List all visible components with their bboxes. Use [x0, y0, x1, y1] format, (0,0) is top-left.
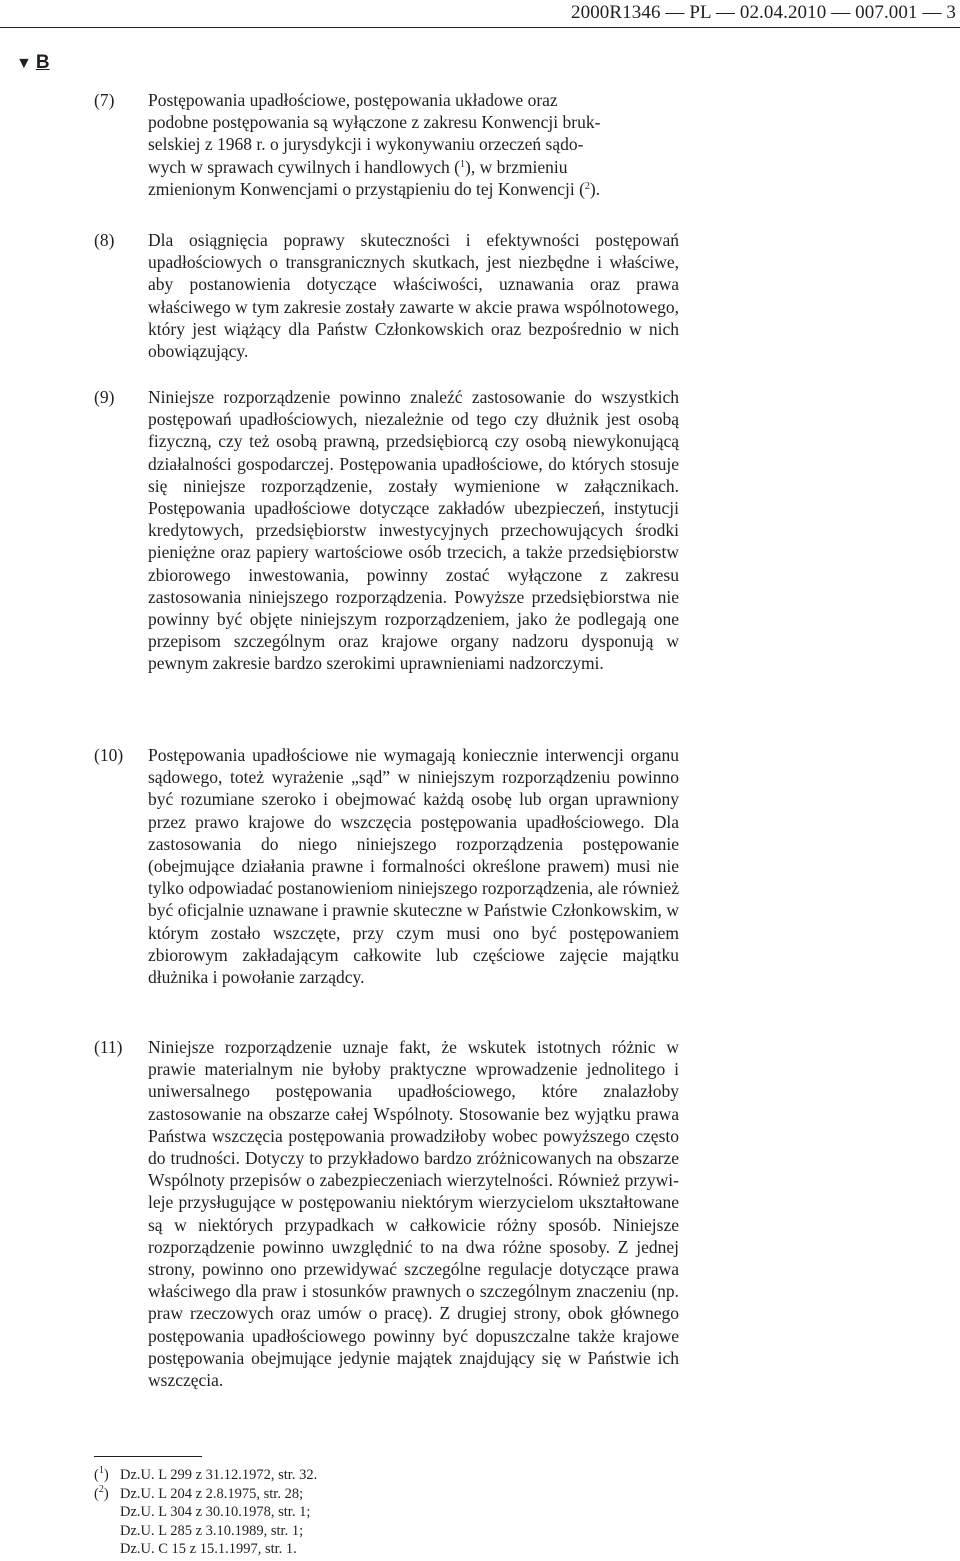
footnote-text: Dz.U. L 299 z 31.12.1972, str. 32. [120, 1467, 318, 1483]
recital-text: Postępowania upadłościowe nie wymagają koniecznie interwencji organu sądowego, toteż wyrażenie „sąd” w niniejszym rozporządzeniu powinno być rozumiane szeroko i obejmować każdą osobę lub organ uprawniony przez prawo krajowe do wszczęcia postępowania upadłościowego. Dla zastosowania do niego niniejszego rozporządzenia postępowanie (obejmujące działania prawne i formalności określone prawem) musi nie tylko odpowiadać postanowieniom niniejszego rozporządzenia, ale również być oficjalnie uznawane i prawnie skuteczne w Państwie Członkowskim, w którym zostało wszczęte, przy czym musi ono być postępowaniem zbiorowym zakładającym całkowite lub częściowe zajęcie majątku dłużnika i powołanie zarządcy. [148, 745, 679, 988]
triangle-down-icon: ▼ [16, 55, 32, 72]
footnote-text: Dz.U. L 204 z 2.8.1975, str. 28; [120, 1485, 304, 1502]
recital-line: Postępowania upadłościowe, postępowania układowe oraz [148, 90, 558, 110]
recital-number: (10) [94, 745, 124, 765]
footnote-number: 2 [98, 1483, 104, 1495]
footnote-text: Dz.U. L 304 z 30.10.1978, str. 1; [120, 1504, 311, 1521]
running-header: 2000R1346 — PL — 02.04.2010 — 007.001 — 3 [571, 2, 956, 23]
amendment-marker[interactable] [16, 52, 50, 75]
recital-line-part: ). [589, 178, 601, 199]
recital-line-part: wych w sprawach cywilnych i handlowych ( [148, 156, 460, 177]
footnotes [0, 1466, 960, 1559]
footnote-2-continuation [0, 1540, 960, 1559]
recital-line [148, 178, 679, 200]
footnote-number: 1 [98, 1465, 104, 1476]
recital-line: podobne postępowania są wyłączone z zakresu Konwencji bruk- [148, 112, 601, 133]
recital-line-part: ), w brzmieniu [465, 156, 568, 177]
amendment-marker-letter: B [35, 52, 50, 73]
footnote-marker [94, 1485, 109, 1504]
recital-text [148, 89, 679, 200]
recital-line: selskiej z 1968 r. o jurysdykcji i wykonywaniu orzeczeń sądo- [148, 134, 584, 155]
recital-text: Dla osiągnięcia poprawy skuteczności i efektywności postępowań upadłościowych o transgranicznych skutkach, jest niezbędne i właściwe, aby postanowienia dotyczące właściwości, uznawania oraz prawa właściwego w tym zakresie zostały zawarte w akcie prawa wspólnotowego, który jest wiążący dla Państw Członkowskich oraz bezpośrednio w nich obowiązujący. [148, 230, 679, 362]
footnote-reference[interactable]: 2 [584, 180, 590, 192]
recital-number: (9) [94, 387, 115, 407]
footnote-2-continuation [0, 1503, 960, 1522]
header-divider [0, 27, 960, 28]
recital-number: (11) [94, 1037, 123, 1057]
footnote-paren: ( [94, 1467, 99, 1483]
recital-text: Niniejsze rozporządzenie uznaje fakt, że wskutek istotnych różnic w prawie materialnym nie byłoby praktyczne wprowadzenie jednolitego i uniwersalnego postępowania upadłościowego, które znalazłoby zastosowanie na obszarze całej Wspólnoty. Stosowanie bez wyjątku prawa Państwa wszczęcia postępowania prowadziłoby wobec powyższego często do trudności. Dotyczy to przykładowo bardzo zróżnicowanych na obszarze Wspólnoty przepisów o zabezpieczeniach wierzytelności. Również przywileje przysługujące w postępowaniu niektórym wierzycielom ukształtowane są w niektórych przypadkach w całkowicie różny sposób. Niniejsze rozporządzenie powinno uwzględnić to na dwa różne sposoby. Z jednej strony, powinno ono przewidywać szczególne regulacje dotyczące prawa właściwego dla praw i stosunków prawnych o szczególnym znaczeniu (np. praw rzeczowych oraz umów o pracę). Z drugiej strony, obok głównego postępowania upadłościowego powinny być dopuszczalne także krajowe postępowania obejmujące jedynie majątek znajdujący się w Państwie ich wszczęcia. [148, 1037, 679, 1391]
footnote-1 [0, 1466, 960, 1485]
recital-text: Niniejsze rozporządzenie powinno znaleźć zastosowanie do wszystkich postępowań upadłościowych, niezależnie od tego czy dłużnik jest osobą fizyczną, czy też osobą prawną, przedsiębiorcą czy osobą niewykonującą działalności gospodarczej. Postępowania upadłościowe, do których stosuje się niniejsze rozporządzenie, zostały wymienione w załącznikach. Postępowania upadłościowe dotyczące zakładów ubezpieczeń, instytucji kredytowych, przedsiębiorstw inwestycyjnych przechowujących środki pieniężne oraz papiery wartościowe osób trzecich, a także przedsiębiorstw zbiorowego inwestowania, powinny zostać wyłączone z zakresu zastosowania niniejszego rozporządzenia. Powyższe przedsiębiorstwa nie powinny być objęte niniejszym rozporządzeniem, jako że podlegają one przepisom szczególnym oraz krajowe organy nadzoru dysponują w pewnym zakresie bardzo szerokimi uprawnieniami nadzorczymi. [148, 387, 679, 674]
recital-line-part: zmienionym Konwencjami o przystąpieniu do tej Konwencji ( [148, 178, 585, 199]
footnote-2-continuation [0, 1522, 960, 1541]
footnote-paren: ) [103, 1467, 109, 1483]
footnote-2 [0, 1485, 960, 1504]
recital-number: (8) [94, 230, 115, 250]
footnote-text: Dz.U. C 15 z 15.1.1997, str. 1. [120, 1541, 297, 1558]
recital-number: (7) [94, 90, 115, 110]
recital-line [148, 156, 679, 178]
footnote-paren: ( [94, 1485, 99, 1502]
footnote-reference[interactable]: 1 [460, 158, 465, 170]
footnote-paren: ) [103, 1485, 109, 1502]
footnote-marker [94, 1466, 109, 1485]
footnote-separator [94, 1456, 202, 1457]
footnote-text: Dz.U. L 285 z 3.10.1989, str. 1; [120, 1522, 304, 1539]
